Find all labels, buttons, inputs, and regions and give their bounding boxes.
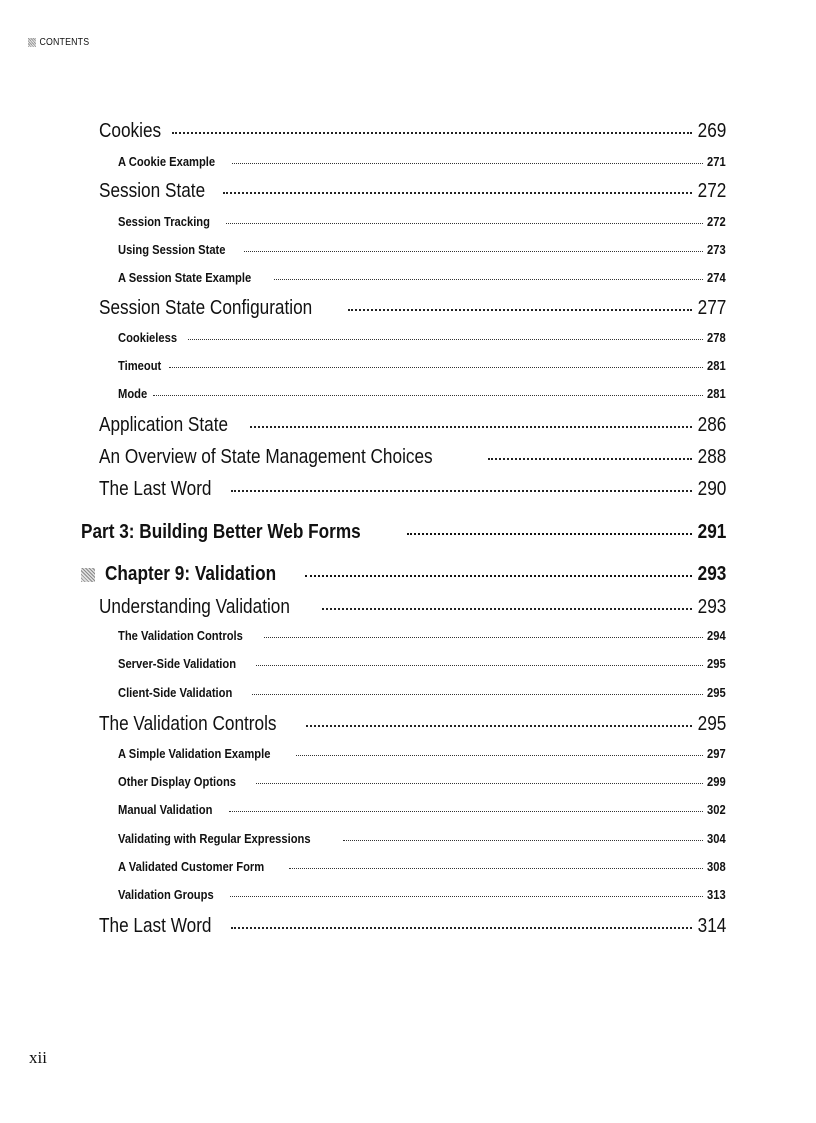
toc-entry-label: Mode xyxy=(118,386,148,401)
toc-entry-page: 295 xyxy=(697,713,726,735)
toc-entry-label: Validating with Regular Expressions xyxy=(118,831,311,846)
dot-leader xyxy=(322,608,692,610)
hatched-square-icon xyxy=(28,38,36,47)
toc-entry-page: 293 xyxy=(697,563,726,585)
toc-entry-section[interactable] xyxy=(99,120,726,143)
toc-entry-label: A Cookie Example xyxy=(118,154,216,169)
toc-entry-label: A Simple Validation Example xyxy=(118,746,271,761)
toc-entry-subsection[interactable] xyxy=(118,774,726,789)
toc-entry-page: 272 xyxy=(707,214,726,229)
toc-entry-label: Cookies xyxy=(99,120,162,142)
toc-entry-subsection[interactable] xyxy=(118,358,726,373)
toc-entry-label: Other Display Options xyxy=(118,774,237,789)
toc-entry-section[interactable] xyxy=(99,297,726,320)
toc-entry-subsection[interactable] xyxy=(118,746,726,761)
dot-leader xyxy=(256,665,703,666)
toc-entry-label: Application State xyxy=(99,414,229,436)
toc-entry-label: Session State xyxy=(99,180,206,202)
toc-entry-page: 297 xyxy=(707,746,726,761)
toc-entry-page: 291 xyxy=(697,521,726,543)
toc-entry-page: 295 xyxy=(707,656,726,671)
toc-entry-part[interactable] xyxy=(81,521,726,544)
toc-entry-label: The Validation Controls xyxy=(99,713,277,735)
dot-leader xyxy=(188,339,704,340)
dot-leader xyxy=(231,490,692,492)
toc-entry-subsection[interactable] xyxy=(118,242,726,257)
toc-entry-subsection[interactable] xyxy=(118,831,726,846)
dot-leader xyxy=(250,426,692,428)
toc-entry-label: The Last Word xyxy=(99,915,212,937)
toc-entry-page: 314 xyxy=(697,915,726,937)
toc-entry-section[interactable] xyxy=(99,414,726,437)
toc-entry-page: 281 xyxy=(707,386,726,401)
toc-entry-page: 278 xyxy=(707,330,726,345)
toc-entry-page: 281 xyxy=(707,358,726,373)
toc-entry-label: Session State Configuration xyxy=(99,297,313,319)
toc-entry-page: 288 xyxy=(697,446,726,468)
toc-entry-label: The Last Word xyxy=(99,478,212,500)
dot-leader xyxy=(407,533,691,535)
toc-entry-page: 293 xyxy=(697,596,726,618)
toc-entry-label: Part 3: Building Better Web Forms xyxy=(81,521,361,543)
dot-leader xyxy=(289,868,703,869)
toc-entry-label: A Session State Example xyxy=(118,270,252,285)
toc-entry-page: 272 xyxy=(697,180,726,202)
toc-entry-subsection[interactable] xyxy=(118,685,726,700)
toc-entry-chapter[interactable] xyxy=(81,563,726,586)
dot-leader xyxy=(244,251,703,252)
toc-entry-page: 273 xyxy=(707,242,726,257)
toc-entry-section[interactable] xyxy=(99,478,726,501)
toc-entry-page: 271 xyxy=(707,154,726,169)
dot-leader xyxy=(226,223,703,224)
toc-entry-label: Client-Side Validation xyxy=(118,685,233,700)
dot-leader xyxy=(306,725,691,727)
dot-leader xyxy=(232,163,703,164)
toc-entry-subsection[interactable] xyxy=(118,887,726,902)
toc-entry-label: Chapter 9: Validation xyxy=(105,563,277,585)
dot-leader xyxy=(153,395,703,396)
toc-entry-subsection[interactable] xyxy=(118,386,726,401)
toc-entry-subsection[interactable] xyxy=(118,270,726,285)
toc-entry-section[interactable] xyxy=(99,596,726,619)
dot-leader xyxy=(172,132,691,134)
dot-leader xyxy=(264,637,703,638)
dot-leader xyxy=(229,811,704,812)
dot-leader xyxy=(274,279,703,280)
toc-entry-label: Validation Groups xyxy=(118,887,214,902)
toc-entry-section[interactable] xyxy=(99,713,726,736)
toc-entry-subsection[interactable] xyxy=(118,214,726,229)
dot-leader xyxy=(223,192,691,194)
dot-leader xyxy=(488,458,692,460)
toc-entry-label: Timeout xyxy=(118,358,162,373)
toc-entry-label: Cookieless xyxy=(118,330,178,345)
hatched-square-icon xyxy=(81,568,95,582)
dot-leader xyxy=(348,309,692,311)
toc-entry-subsection[interactable] xyxy=(118,628,726,643)
toc-entry-page: 304 xyxy=(707,831,726,846)
toc-entry-page: 299 xyxy=(707,774,726,789)
toc-entry-page: 313 xyxy=(707,887,726,902)
toc-entry-subsection[interactable] xyxy=(118,154,726,169)
toc-entry-page: 308 xyxy=(707,859,726,874)
toc-entry-page: 277 xyxy=(697,297,726,319)
toc-entry-page: 290 xyxy=(697,478,726,500)
toc-entry-section[interactable] xyxy=(99,446,726,469)
toc-entry-page: 294 xyxy=(707,628,726,643)
page-number: xii xyxy=(29,1048,47,1067)
toc-entry-label: Using Session State xyxy=(118,242,226,257)
toc-entry-subsection[interactable] xyxy=(118,802,726,817)
toc-entry-label: Manual Validation xyxy=(118,802,213,817)
toc-entry-section[interactable] xyxy=(99,915,726,938)
dot-leader xyxy=(252,694,703,695)
dot-leader xyxy=(343,840,703,841)
toc-entry-label: A Validated Customer Form xyxy=(118,859,265,874)
toc-entry-label: The Validation Controls xyxy=(118,628,243,643)
toc-entry-page: 286 xyxy=(697,414,726,436)
dot-leader xyxy=(256,783,703,784)
dot-leader xyxy=(305,575,692,577)
toc-entry-label: Server-Side Validation xyxy=(118,656,237,671)
dot-leader xyxy=(231,927,692,929)
toc-entry-page: 302 xyxy=(707,802,726,817)
dot-leader xyxy=(169,367,703,368)
toc-entry-page: 269 xyxy=(697,120,726,142)
dot-leader xyxy=(230,896,703,897)
toc-entry-subsection[interactable] xyxy=(118,330,726,345)
toc-entry-label: Session Tracking xyxy=(118,214,210,229)
toc-entry-label: An Overview of State Management Choices xyxy=(99,446,433,468)
header-label: CONTENTS xyxy=(39,37,90,48)
toc-entry-page: 274 xyxy=(707,270,726,285)
dot-leader xyxy=(296,755,703,756)
toc-entry-section[interactable] xyxy=(99,180,726,203)
toc-entry-page: 295 xyxy=(707,685,726,700)
toc-entry-label: Understanding Validation xyxy=(99,596,290,618)
running-header xyxy=(28,37,89,48)
toc-entry-subsection[interactable] xyxy=(118,859,726,874)
toc-entry-subsection[interactable] xyxy=(118,656,726,671)
